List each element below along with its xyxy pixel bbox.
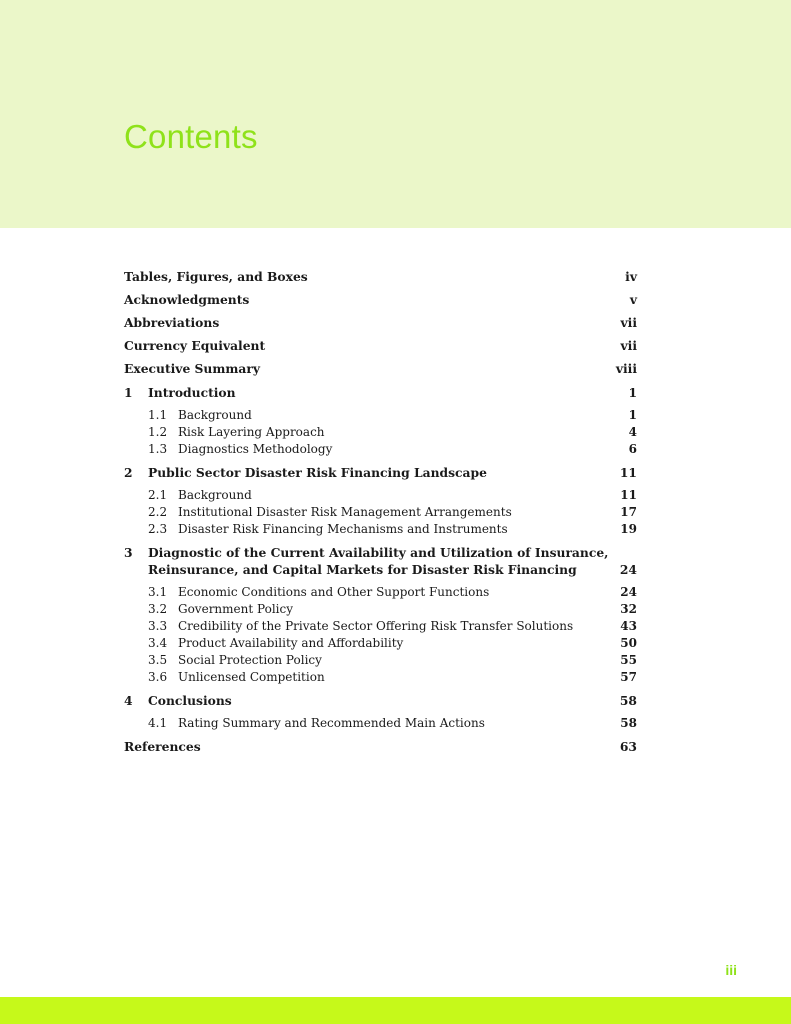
page-title: Contents [124, 118, 258, 155]
toc-section-page: 4 [628, 425, 637, 439]
toc-section-page: 58 [620, 716, 637, 730]
toc-chapter-number: 3 [124, 545, 133, 560]
toc-section-number: 1.1 [148, 408, 168, 422]
toc-entry-title: Currency Equivalent [124, 338, 266, 353]
toc-entry-page: iv [625, 269, 637, 284]
toc-section-2-1[interactable] [124, 487, 637, 504]
footer-band [0, 997, 791, 1024]
toc-chapter-title: Public Sector Disaster Risk Financing Landscape [148, 465, 487, 480]
toc-entry-title: References [124, 739, 201, 754]
toc-section-page: 57 [620, 670, 637, 684]
toc-section-title: Background [178, 408, 252, 422]
toc-entry-title: Acknowledgments [124, 292, 250, 307]
toc-chapter-2[interactable] [124, 464, 637, 481]
toc-section-page: 11 [620, 488, 637, 502]
toc-entry-page: vii [620, 315, 637, 330]
toc-section-page: 17 [620, 505, 637, 519]
toc-section-number: 4.1 [148, 716, 168, 730]
toc-section-number: 2.1 [148, 488, 168, 502]
toc-section-page: 32 [620, 602, 637, 616]
toc-section-page: 43 [620, 619, 637, 633]
toc-entry-executive-summary[interactable] [124, 360, 637, 377]
toc-chapter-number: 1 [124, 385, 133, 400]
toc-chapter-title-line-2: Reinsurance, and Capital Markets for Disaster Risk Financing [148, 562, 577, 577]
toc-section-page: 19 [620, 522, 637, 536]
toc-section-title: Unlicensed Competition [178, 670, 325, 684]
toc-entry-title: Executive Summary [124, 361, 260, 376]
toc-chapter-page: 11 [619, 465, 637, 480]
toc-section-1-1[interactable] [124, 407, 637, 424]
header-band [0, 0, 791, 228]
toc-section-3-4[interactable] [124, 635, 637, 652]
toc-section-page: 50 [620, 636, 637, 650]
toc-chapter-3-continued[interactable] [124, 561, 637, 578]
toc-section-3-2[interactable] [124, 601, 637, 618]
toc-chapter-3[interactable] [124, 544, 637, 561]
toc-chapter-title: Introduction [148, 385, 236, 400]
toc-section-3-3[interactable] [124, 618, 637, 635]
toc-chapter-page: 58 [619, 693, 637, 708]
toc-entry-currency-equivalent[interactable] [124, 337, 637, 354]
toc-section-1-3[interactable] [124, 441, 637, 458]
toc-section-2-2[interactable] [124, 504, 637, 521]
toc-section-number: 3.2 [148, 602, 168, 616]
toc-section-3-6[interactable] [124, 669, 637, 686]
toc-section-2-3[interactable] [124, 521, 637, 538]
toc-entry-title: Tables, Figures, and Boxes [124, 269, 308, 284]
toc-section-title: Risk Layering Approach [178, 425, 325, 439]
toc-entry-tables-figures-boxes[interactable] [124, 268, 637, 285]
toc-section-title: Background [178, 488, 252, 502]
toc-chapter-4[interactable] [124, 692, 637, 709]
toc-section-number: 3.6 [148, 670, 168, 684]
toc-chapter-1[interactable] [124, 384, 637, 401]
toc-chapter-page: 1 [628, 385, 637, 400]
toc-section-title: Diagnostics Methodology [178, 442, 333, 456]
toc-entry-page: 63 [619, 739, 637, 754]
toc-section-3-1[interactable] [124, 584, 637, 601]
toc-chapter-number: 2 [124, 465, 133, 480]
toc-chapter-title: Conclusions [148, 693, 232, 708]
toc-section-page: 6 [628, 442, 637, 456]
toc-entry-title: Abbreviations [124, 315, 220, 330]
toc-section-number: 3.3 [148, 619, 168, 633]
toc-entry-page: vii [620, 338, 637, 353]
toc-section-4-1[interactable] [124, 715, 637, 732]
toc-chapter-page: 24 [619, 562, 637, 577]
toc-chapter-number: 4 [124, 693, 133, 708]
page-number: iii [725, 962, 737, 978]
toc-section-number: 3.1 [148, 585, 168, 599]
toc-section-title: Product Availability and Affordability [178, 636, 404, 650]
toc-section-3-5[interactable] [124, 652, 637, 669]
toc-section-title: Economic Conditions and Other Support Functions [178, 585, 490, 599]
toc-section-title: Rating Summary and Recommended Main Actions [178, 716, 485, 730]
toc-section-number: 1.3 [148, 442, 168, 456]
toc-section-number: 2.2 [148, 505, 168, 519]
toc-entry-abbreviations[interactable] [124, 314, 637, 331]
toc-entry-references[interactable] [124, 738, 637, 755]
toc-section-page: 1 [628, 408, 637, 422]
toc-section-page: 55 [620, 653, 637, 667]
toc-section-title: Institutional Disaster Risk Management Arrangements [178, 505, 512, 519]
toc-section-page: 24 [620, 585, 637, 599]
toc-section-number: 2.3 [148, 522, 168, 536]
toc-section-number: 3.5 [148, 653, 168, 667]
toc-section-1-2[interactable] [124, 424, 637, 441]
toc-section-number: 3.4 [148, 636, 168, 650]
toc-section-title: Government Policy [178, 602, 293, 616]
toc-entry-page: v [629, 292, 637, 307]
toc-entry-acknowledgments[interactable] [124, 291, 637, 308]
toc-section-title: Disaster Risk Financing Mechanisms and Instruments [178, 522, 508, 536]
toc-section-title: Credibility of the Private Sector Offering Risk Transfer Solutions [178, 619, 574, 633]
toc-section-number: 1.2 [148, 425, 168, 439]
toc-chapter-title-line-1: Diagnostic of the Current Availability and Utilization of Insurance, [148, 545, 609, 560]
toc-entry-page: viii [615, 361, 637, 376]
toc-section-title: Social Protection Policy [178, 653, 322, 667]
